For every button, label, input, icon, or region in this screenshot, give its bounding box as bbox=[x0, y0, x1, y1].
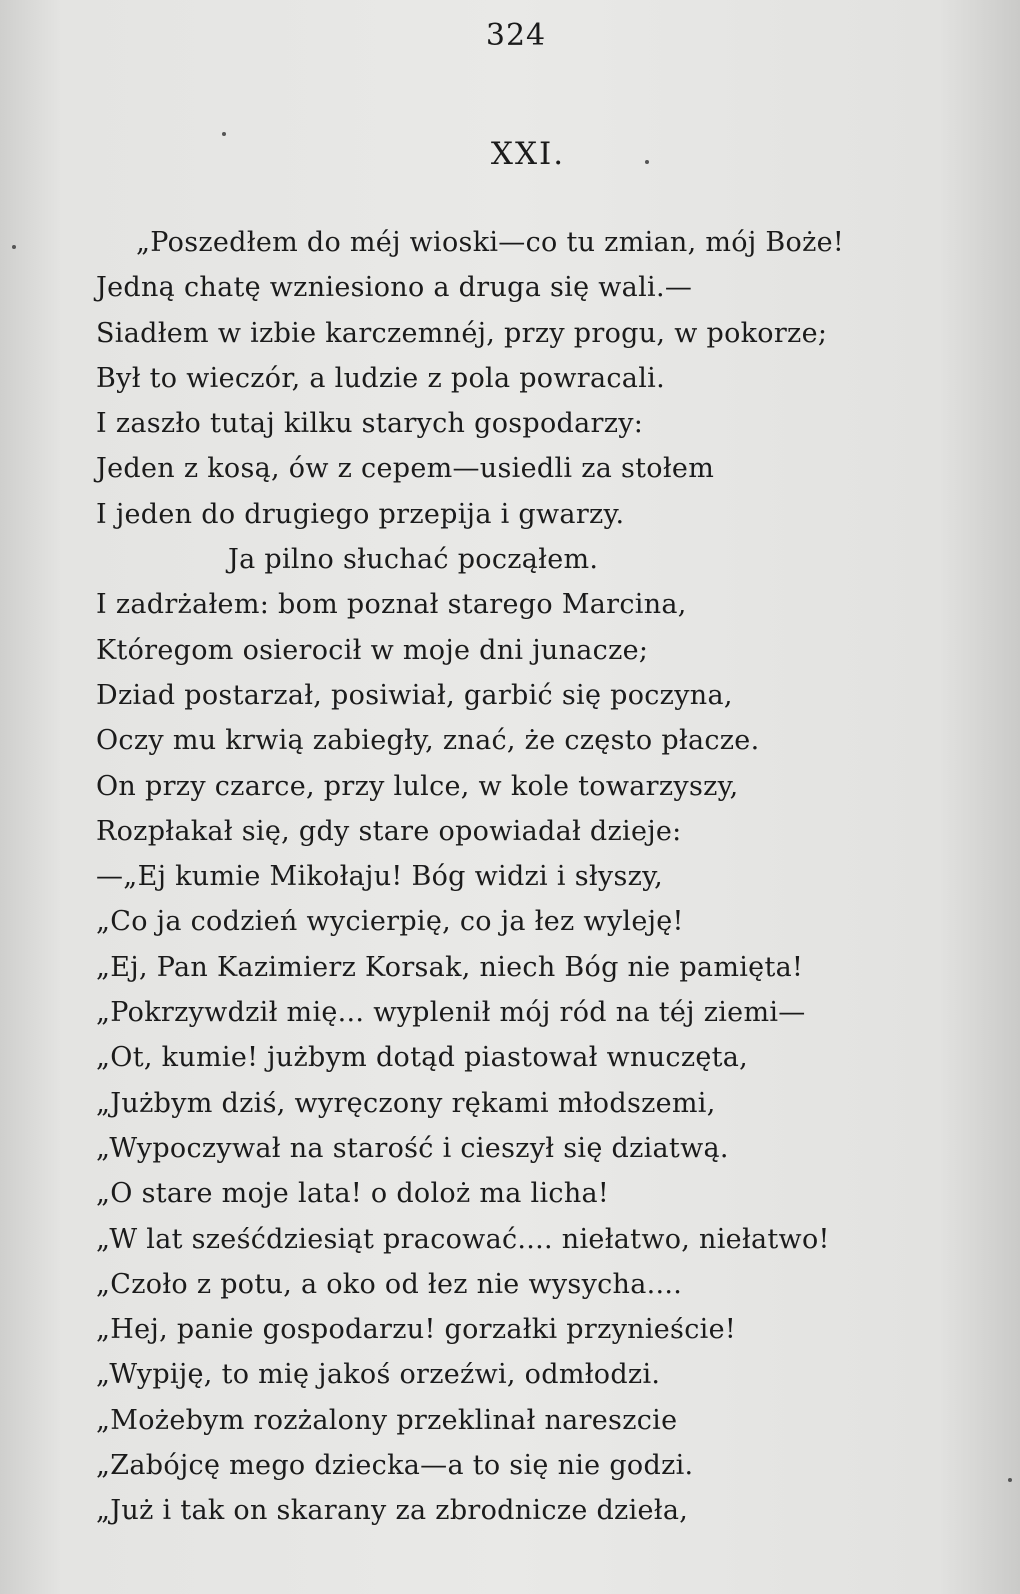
poem-line: I zaszło tutaj kilku starych gospodarzy: bbox=[96, 408, 644, 440]
poem-line: Rozpłakał się, gdy stare opowiadał dzieje: bbox=[96, 815, 682, 847]
poem-line: Ja pilno słuchać począłem. bbox=[228, 544, 599, 576]
poem-line: „Ot, kumie! jużbym dotąd piastował wnuczęta, bbox=[96, 1042, 749, 1074]
poem-line: „Ej, Pan Kazimierz Korsak, niech Bóg nie pamięta! bbox=[96, 951, 804, 983]
poem-line: „Wypiję, to mię jakoś orzeźwi, odmłodzi. bbox=[96, 1359, 661, 1391]
poem-line: Siadłem w izbie karczemnéj, przy progu, w pokorze; bbox=[96, 317, 828, 349]
poem-line: Oczy mu krwią zabiegły, znać, że często płacze. bbox=[96, 725, 760, 757]
poem-line: Któregom osierocił w moje dni junacze; bbox=[96, 634, 649, 666]
poem-line: „W lat sześćdziesiąt pracować.... niełatwo, niełatwo! bbox=[96, 1223, 830, 1255]
poem-line: —„Ej kumie Mikołaju! Bóg widzi i słyszy, bbox=[96, 861, 663, 893]
poem-line: Był to wieczór, a ludzie z pola powracali. bbox=[96, 362, 665, 394]
poem-line: „Czoło z potu, a oko od łez nie wysycha.... bbox=[96, 1268, 683, 1300]
poem-line: „Poszedłem do méj wioski—co tu zmian, mój Boże! bbox=[136, 227, 845, 258]
chapter-heading: XXI. bbox=[490, 136, 566, 172]
poem-line: „Możebym rozżalony przeklinał nareszcie bbox=[96, 1404, 678, 1436]
page-number: 324 bbox=[485, 18, 547, 53]
poem-line: On przy czarce, przy lulce, w kole towarzyszy, bbox=[96, 770, 739, 802]
poem-line: I zadrżałem: bom poznał starego Marcina, bbox=[96, 589, 687, 621]
paper-speck bbox=[1008, 1478, 1012, 1482]
poem-line: „O stare moje lata! o doloż ma licha! bbox=[96, 1178, 610, 1210]
poem-line: „Hej, panie gospodarzu! gorzałki przynieście! bbox=[96, 1314, 736, 1346]
poem-line: Jedną chatę wzniesiono a druga się wali.— bbox=[96, 272, 693, 304]
poem-line: I jeden do drugiego przepija i gwarzy. bbox=[96, 498, 625, 530]
poem-text bbox=[96, 220, 976, 1534]
paper-speck bbox=[645, 160, 649, 164]
paper-speck bbox=[222, 132, 226, 136]
poem-line: „Pokrzywdził mię... wyplenił mój ród na téj ziemi— bbox=[96, 997, 806, 1029]
poem-line: Dziad postarzał, posiwiał, garbić się poczyna, bbox=[96, 679, 733, 711]
poem-line: „Wypoczywał na starość i cieszył się dziatwą. bbox=[96, 1132, 729, 1164]
poem-line: „Co ja codzień wycierpię, co ja łez wyleję! bbox=[96, 906, 684, 938]
poem-line: „Jużbym dziś, wyręczony rękami młodszemi, bbox=[96, 1087, 716, 1119]
poem-line: „Zabójcę mego dziecka—a to się nie godzi. bbox=[96, 1450, 694, 1482]
poem-line: Jeden z kosą, ów z cepem—usiedli za stołem bbox=[96, 453, 715, 485]
poem-line: „Już i tak on skarany za zbrodnicze dzieła, bbox=[96, 1495, 689, 1527]
paper-speck bbox=[12, 245, 16, 249]
